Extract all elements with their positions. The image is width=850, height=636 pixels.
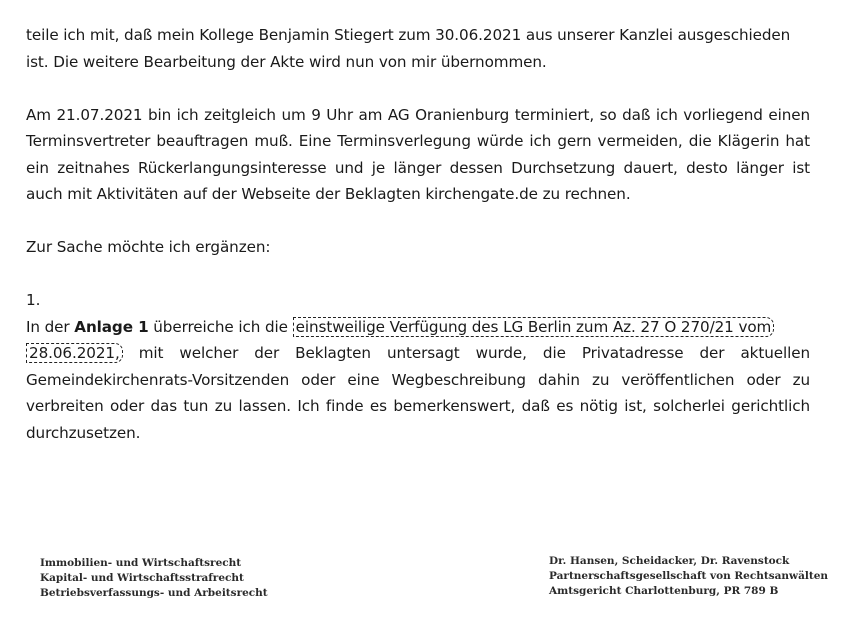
footer-firm-partners: Dr. Hansen, Scheidacker, Dr. Ravenstock (549, 555, 790, 567)
footer-practice-area: Immobilien- und Wirtschaftsrecht (40, 557, 242, 569)
footer-firm-info (549, 554, 828, 599)
paragraph-spacer (26, 208, 810, 235)
paragraph-hearing: Am 21.07.2021 bin ich zeitgleich um 9 Uhr am AG Oranienburg terminiert, so daß ich vorliegend einen Terminsvertreter beauftragen muß. Eine Terminsverlegung würde ich gern vermeiden, die Klägerin hat ein zeitnahes Rückerlangungsinteresse und je länger dessen Durchsetzung dauert, desto länger ist auch mit Aktivitäten auf der Webseite der Beklagten kirchengate.de zu rechnen. (26, 105, 810, 203)
paragraph-intro: Zur Sache möchte ich ergänzen: (26, 238, 271, 256)
paragraph-departure-line-2: ist. Die weitere Bearbeitung der Akte wird nun von mir übernommen. (26, 52, 547, 71)
footer-practice-area: Betriebsverfassungs- und Arbeitsrecht (40, 587, 268, 599)
footer-firm-register: Amtsgericht Charlottenburg, PR 789 B (549, 585, 779, 597)
item-number: 1. (26, 291, 41, 309)
item-1-mid: überreiche ich die (148, 317, 293, 336)
footer-practice-areas (40, 556, 268, 601)
marked-court-date: 28.06.2021, (26, 343, 123, 363)
paragraph-spacer (26, 75, 810, 102)
paragraph-departure-line-1: teile ich mit, daß mein Kollege Benjamin Stiegert zum 30.06.2021 aus unserer Kanzlei ausgeschieden (26, 26, 791, 44)
paragraph-departure (26, 22, 810, 75)
marked-court-reference: einstweilige Verfügung des LG Berlin zum Az. 27 O 270/21 vom (293, 317, 775, 337)
footer-firm-type: Partnerschaftsgesellschaft von Rechtsanwälten (549, 570, 829, 582)
footer-practice-area: Kapital- und Wirtschaftsstrafrecht (40, 572, 244, 584)
item-1-rest: mit welcher der Beklagten untersagt wurde, die Privatadresse der aktuellen Gemeindekirchenrats-Vorsitzenden oder eine Wegbeschreibung dahin zu veröffentlichen oder zu verbreiten oder das tun zu lassen. Ich finde es bemerkenswert, daß es nötig ist, solcherlei gerichtlich durchzusetzen. (26, 344, 810, 442)
item-1-text (26, 314, 810, 447)
paragraph-spacer (26, 261, 810, 288)
item-1-prefix: In der (26, 317, 75, 336)
letter-body (26, 22, 810, 446)
annex-label: Anlage 1 (74, 317, 149, 336)
